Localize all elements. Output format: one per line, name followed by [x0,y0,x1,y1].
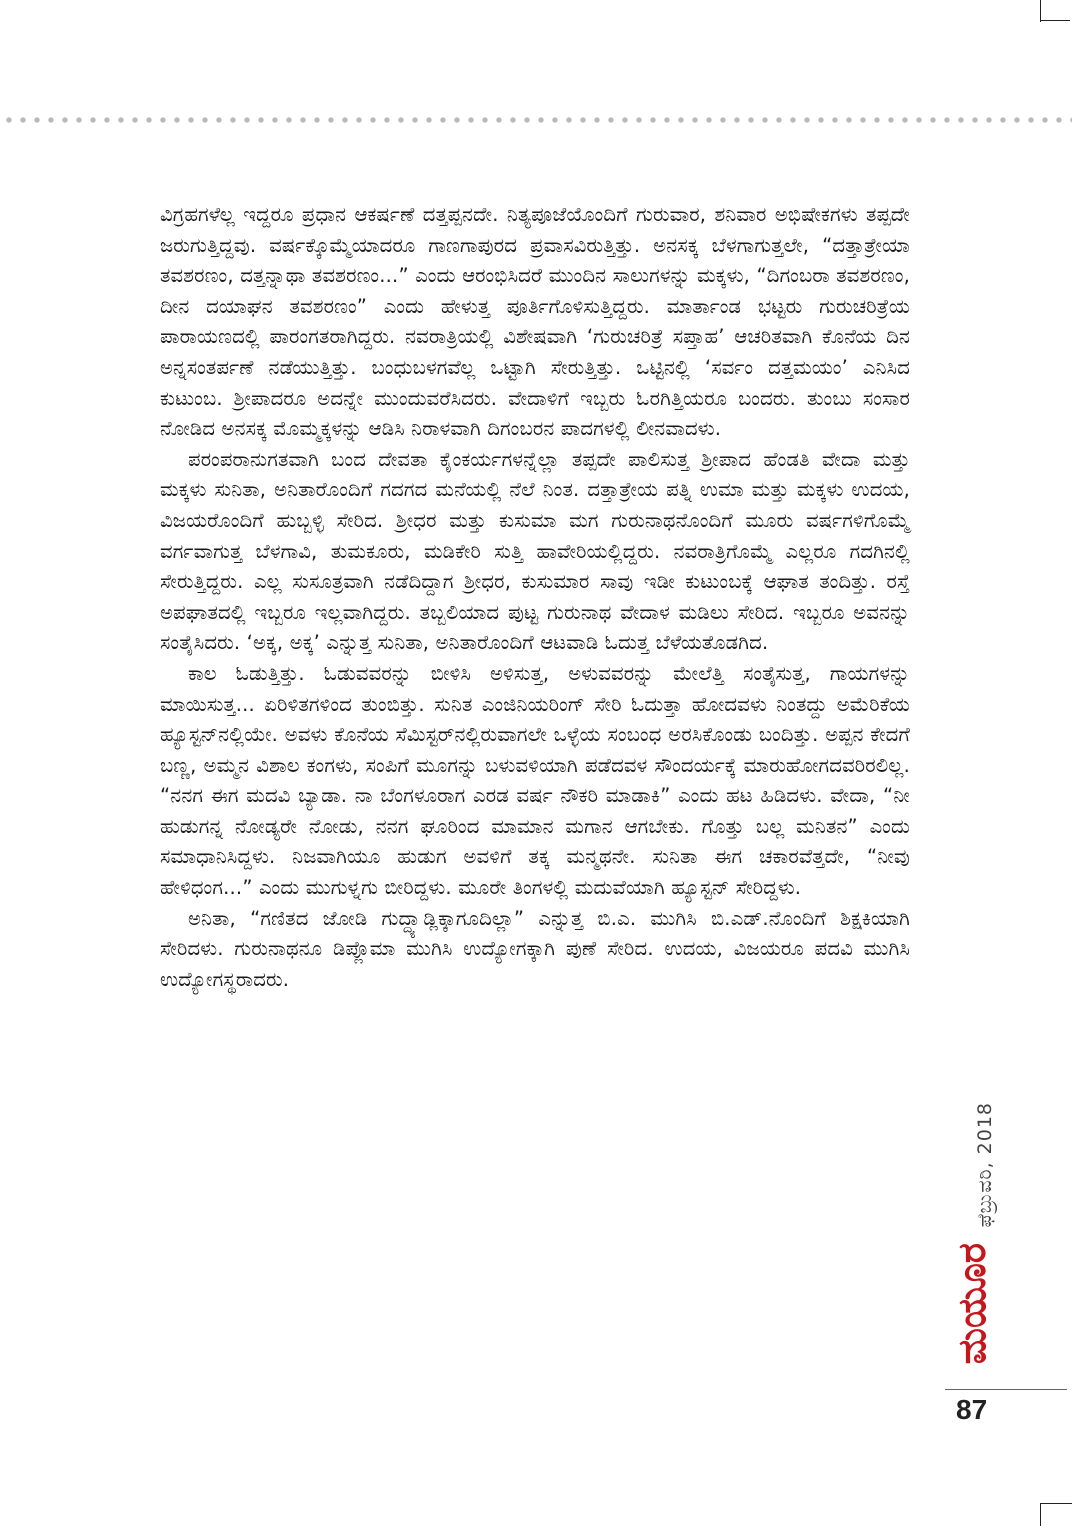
page-number: 87 [956,1394,988,1425]
dotted-divider [0,116,1072,124]
paragraph-3: ಕಾಲ ಓಡುತ್ತಿತ್ತು. ಓಡುವವರನ್ನು ಬೀಳಿಸಿ ಅಳಿಸುತ್ತ, ಅಳುವವರನ್ನು ಮೇಲೆತ್ತಿ ಸಂತೈಸುತ್ತ, ಗಾಯಗಳನ್ನು ಮಾಯಿಸುತ್ತ... ಏರಿಳಿತಗಳಿಂದ ತುಂಬಿತ್ತು. ಸುನಿತ ಎಂಜಿನಿಯರಿಂಗ್ ಸೇರಿ ಓದುತ್ತಾ ಹೋದವಳು ನಿಂತದ್ದು ಅಮೆರಿಕೆಯ ಹ್ಯೂಸ್ಟನ್‌ನಲ್ಲಿಯೇ. ಅವಳು ಕೊನೆಯ ಸೆಮಿಸ್ಟರ್‌ನಲ್ಲಿರುವಾಗಲೇ ಒಳ್ಳೆಯ ಸಂಬಂಧ ಅರಸಿಕೊಂಡು ಬಂದಿತ್ತು. ಅಪ್ಪನ ಕೇದಗೆ ಬಣ್ಣ, ಅಮ್ಮನ ವಿಶಾಲ ಕಂಗಳು, ಸಂಪಿಗೆ ಮೂಗನ್ನು ಬಳುವಳಿಯಾಗಿ ಪಡೆದವಳ ಸೌಂದರ್ಯಕ್ಕೆ ಮಾರುಹೋಗದವರಿರಲಿಲ್ಲ. “ನನಗ ಈಗ ಮದವಿ ಬ್ಯಾಡಾ. ನಾ ಬೆಂಗಳೂರಾಗ ಎರಡ ವರ್ಷ ನೌಕರಿ ಮಾಡಾಕಿ” ಎಂದು ಹಟ ಹಿಡಿದಳು. ವೇದಾ, “ನೀ ಹುಡುಗನ್ನ ನೋಡ್ಯರೇ ನೋಡು, ನನಗ ಘೂರಿಂದ ಮಾಮಾನ ಮಗಾನ ಆಗಬೇಕು. ಗೊತ್ತು ಬಲ್ಲ ಮನಿತನ” ಎಂದು ಸಮಾಧಾನಿಸಿದ್ದಳು. ನಿಜವಾಗಿಯೂ ಹುಡುಗ ಅವಳಿಗೆ ತಕ್ಕ ಮನ್ಮಥನೇ. ಸುನಿತಾ ಈಗ ಚಕಾರವೆತ್ತದೇ, “ನೀವು ಹೇಳಿಧಂಗ...” ಎಂದು ಮುಗುಳ್ನಗು ಬೀರಿದ್ದಳು. ಮೂರೇ ತಿಂಗಳಲ್ಲಿ ಮದುವೆಯಾಗಿ ಹ್ಯೂಸ್ಟನ್ ಸೇರಿದ್ದಳು. [160,661,910,900]
issue-date: ಫೆಬ್ರುವರಿ, 2018 [974,1102,996,1228]
magazine-logo: ಮಯೂರ [950,1243,994,1365]
paragraph-4: ಅನಿತಾ, “ಗಣಿತದ ಜೋಡಿ ಗುದ್ದ್ಯಾಡ್ಲಿಕ್ಕಾಗೂದಿಲ್ಲಾ” ಎನ್ನುತ್ತ ಬಿ.ಎ. ಮುಗಿಸಿ ಬಿ.ಎಡ್.ನೊಂದಿಗೆ ಶಿಕ್ಷಕಿಯಾಗಿ ಸೇರಿದಳು. ಗುರುನಾಥನೂ ಡಿಪ್ಲೊಮಾ ಮುಗಿಸಿ ಉದ್ಯೋಗಕ್ಕಾಗಿ ಪುಣೆ ಸೇರಿದ. ಉದಯ, ವಿಜಯರೂ ಪದವಿ ಮುಗಿಸಿ ಉದ್ಯೋಗಸ್ಥರಾದರು. [160,906,910,991]
crop-mark-bottom [1040,1503,1072,1526]
paragraph-1: ವಿಗ್ರಹಗಳೆಲ್ಲ ಇದ್ದರೂ ಪ್ರಧಾನ ಆಕರ್ಷಣೆ ದತ್ತಪ್ಪನದೇ. ನಿತ್ಯಪೂಜೆಯೊಂದಿಗೆ ಗುರುವಾರ, ಶನಿವಾರ ಅಭಿಷೇಕಗಳು ತಪ್ಪದೇ ಜರುಗುತ್ತಿದ್ದವು. ವರ್ಷಕ್ಕೊಮ್ಮೆಯಾದರೂ ಗಾಣಗಾಪುರದ ಪ್ರವಾಸವಿರುತ್ತಿತ್ತು. ಅನಸಕ್ಕ ಬೆಳಗಾಗುತ್ತಲೇ, “ದತ್ತಾತ್ರೇಯಾ ತವಶರಣಂ, ದತ್ತನ್ನಾಥಾ ತವಶರಣಂ...” ಎಂದು ಆರಂಭಿಸಿದರೆ ಮುಂದಿನ ಸಾಲುಗಳನ್ನು ಮಕ್ಕಳು, “ದಿಗಂಬರಾ ತವಶರಣಂ, ದೀನ ದಯಾಘನ ತವಶರಣಂ” ಎಂದು ಹೇಳುತ್ತ ಪೂರ್ತಿಗೊಳಿಸುತ್ತಿದ್ದರು. ಮಾರ್ತಾಂಡ ಭಟ್ಟರು ಗುರುಚರಿತ್ರೆಯ ಪಾರಾಯಣದಲ್ಲಿ ಪಾರಂಗತರಾಗಿದ್ದರು. ನವರಾತ್ರಿಯಲ್ಲಿ ವಿಶೇಷವಾಗಿ ‘ಗುರುಚರಿತ್ರೆ ಸಪ್ತಾಹ’ ಆಚರಿತವಾಗಿ ಕೊನೆಯ ದಿನ ಅನ್ನಸಂತರ್ಪಣೆ ನಡೆಯುತ್ತಿತ್ತು. ಬಂಧುಬಳಗವೆಲ್ಲ ಒಟ್ಟಾಗಿ ಸೇರುತ್ತಿತ್ತು. ಒಟ್ಟಿನಲ್ಲಿ ‘ಸರ್ವಂ ದತ್ತಮಯಂ’ ಎನಿಸಿದ ಕುಟುಂಬ. ಶ್ರೀಪಾದರೂ ಅದನ್ನೇ ಮುಂದುವರೆಸಿದರು. ವೇದಾಳಿಗೆ ಇಬ್ಬರು ಓರಗಿತ್ತಿಯರೂ ಬಂದರು. ತುಂಬು ಸಂಸಾರ ನೋಡಿದ ಅನಸಕ್ಕ ಮೊಮ್ಮಕ್ಕಳನ್ನು ಆಡಿಸಿ ನಿರಾಳವಾಗಿ ದಿಗಂಬರನ ಪಾದಗಳಲ್ಲಿ ಲೀನವಾದಳು. [160,203,910,441]
footer-rule [945,1389,1067,1390]
article-body [160,200,910,995]
paragraph-2: ಪರಂಪರಾನುಗತವಾಗಿ ಬಂದ ದೇವತಾ ಕೈಂಕರ್ಯಗಳನ್ನೆಲ್ಲಾ ತಪ್ಪದೇ ಪಾಲಿಸುತ್ತ ಶ್ರೀಪಾದ ಹೆಂಡತಿ ವೇದಾ ಮತ್ತು ಮಕ್ಕಳು ಸುನಿತಾ, ಅನಿತಾರೊಂದಿಗೆ ಗದಗದ ಮನೆಯಲ್ಲಿ ನೆಲೆ ನಿಂತ. ದತ್ತಾತ್ರೇಯ ಪತ್ನಿ ಉಮಾ ಮತ್ತು ಮಕ್ಕಳು ಉದಯ, ವಿಜಯರೊಂದಿಗೆ ಹುಬ್ಬಳ್ಳಿ ಸೇರಿದ. ಶ್ರೀಧರ ಮತ್ತು ಕುಸುಮಾ ಮಗ ಗುರುನಾಥನೊಂದಿಗೆ ಮೂರು ವರ್ಷಗಳಿಗೊಮ್ಮೆ ವರ್ಗವಾಗುತ್ತ ಬೆಳಗಾವಿ, ತುಮಕೂರು, ಮಡಿಕೇರಿ ಸುತ್ತಿ ಹಾವೇರಿಯಲ್ಲಿದ್ದರು. ನವರಾತ್ರಿಗೊಮ್ಮೆ ಎಲ್ಲರೂ ಗದಗಿನಲ್ಲಿ ಸೇರುತ್ತಿದ್ದರು. ಎಲ್ಲ ಸುಸೂತ್ರವಾಗಿ ನಡೆದಿದ್ದಾಗ ಶ್ರೀಧರ, ಕುಸುಮಾರ ಸಾವು ಇಡೀ ಕುಟುಂಬಕ್ಕೆ ಆಘಾತ ತಂದಿತ್ತು. ರಸ್ತೆ ಅಪಘಾತದಲ್ಲಿ ಇಬ್ಬರೂ ಇಲ್ಲವಾಗಿದ್ದರು. ತಬ್ಬಲಿಯಾದ ಪುಟ್ಟ ಗುರುನಾಥ ವೇದಾಳ ಮಡಿಲು ಸೇರಿದ. ಇಬ್ಬರೂ ಅವನನ್ನು ಸಂತೈಸಿದರು. ‘ಅಕ್ಕ, ಅಕ್ಕ’ ಎನ್ನುತ್ತ ಸುನಿತಾ, ಅನಿತಾರೊಂದಿಗೆ ಆಟವಾಡಿ ಓದುತ್ತ ಬೆಳೆಯತೊಡಗಿದ. [160,447,910,655]
crop-mark-top [1040,0,1042,22]
